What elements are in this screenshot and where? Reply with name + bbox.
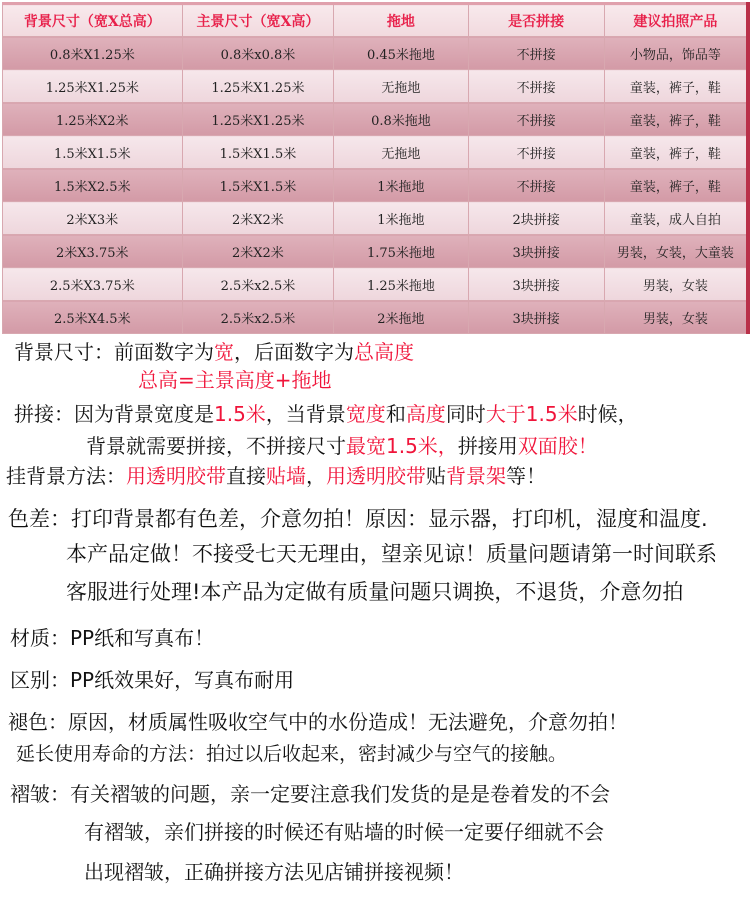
note-difference: 区别：PP纸效果好，写真布耐用 xyxy=(10,668,295,692)
table-cell: 1.25米X1.25米 xyxy=(182,70,334,103)
note-hang xyxy=(6,462,546,490)
table-row xyxy=(3,103,749,136)
table-cell: 3块拼接 xyxy=(468,301,604,334)
note-material: 材质：PP纸和写真布！ xyxy=(10,626,215,650)
table-cell: 1.25米X2米 xyxy=(3,103,183,136)
table-cell: 2米X3米 xyxy=(3,202,183,235)
note-wrinkle-1: 褶皱：有关褶皱的问题，亲一定要注意我们发货的是是卷着发的不会 xyxy=(10,782,610,806)
note-splice2-highlight-2: 双面胶！ xyxy=(517,434,598,458)
note-hang-highlight-4: 背景架 xyxy=(446,464,506,488)
table-row xyxy=(3,169,749,202)
table-cell: 不拼接 xyxy=(468,103,604,136)
note-color-1: 色差：打印背景都有色差，介意勿拍！原因：显示器，打印机，湿度和温度. xyxy=(8,507,708,531)
note-splice-highlight-4: 大于1.5米 xyxy=(485,402,578,426)
table-cell: 1.25米X1.25米 xyxy=(182,103,334,136)
table-cell: 0.8米x0.8米 xyxy=(182,37,334,70)
table-row xyxy=(3,268,749,301)
note-splice2-text-2: 拼接用 xyxy=(457,434,518,458)
note-size-highlight-width: 宽 xyxy=(214,340,234,364)
table-cell: 小物品，饰品等 xyxy=(604,37,748,70)
table-cell: 1.5米X1.5米 xyxy=(3,136,183,169)
note-splice-highlight-2: 宽度 xyxy=(345,402,386,426)
header-suggested-products: 建议拍照产品 xyxy=(604,4,748,37)
table-cell: 2.5米x2.5米 xyxy=(182,268,334,301)
table-cell: 童装，裤子，鞋 xyxy=(604,169,748,202)
table-cell: 男装，女装 xyxy=(604,301,748,334)
table-cell: 不拼接 xyxy=(468,169,604,202)
table-cell: 2米X2米 xyxy=(182,202,334,235)
note-hang-highlight-3: 用透明胶带 xyxy=(326,464,426,488)
table-row xyxy=(3,136,749,169)
table-cell: 无拖地 xyxy=(334,136,468,169)
note-hang-highlight-2: 贴墙 xyxy=(266,464,306,488)
note-splice-2 xyxy=(86,432,598,460)
table-cell: 1米拖地 xyxy=(334,169,468,202)
header-spliced: 是否拼接 xyxy=(468,4,604,37)
table-cell: 童装，裤子，鞋 xyxy=(604,70,748,103)
note-formula: 总高=主景高度+拖地 xyxy=(138,368,332,392)
table-cell: 3块拼接 xyxy=(468,268,604,301)
note-size-text-2: ，后面数字为 xyxy=(234,340,354,364)
table-cell: 童装，成人自拍 xyxy=(604,202,748,235)
table-header-row xyxy=(3,4,749,37)
table-cell: 0.8米X1.25米 xyxy=(3,37,183,70)
table-cell: 男装，女装 xyxy=(604,268,748,301)
table-cell: 1米拖地 xyxy=(334,202,468,235)
size-table xyxy=(2,2,750,334)
note-splice-text-1: 拼接：因为背景宽度是 xyxy=(14,402,214,426)
table-cell: 1.5米X1.5米 xyxy=(182,169,334,202)
table-cell: 2米X2米 xyxy=(182,235,334,268)
table-cell: 无拖地 xyxy=(334,70,468,103)
note-hang-text-4: 贴 xyxy=(426,464,446,488)
header-main-size: 主景尺寸（宽X高） xyxy=(182,4,334,37)
note-hang-highlight-1: 用透明胶带 xyxy=(126,464,226,488)
table-cell: 1.5米X1.5米 xyxy=(182,136,334,169)
table-cell: 1.25米X1.25米 xyxy=(3,70,183,103)
note-splice-1 xyxy=(14,400,638,428)
table-cell: 不拼接 xyxy=(468,70,604,103)
table-cell: 2米X3.75米 xyxy=(3,235,183,268)
note-extend-life: 延长使用寿命的方法：拍过以后收起来，密封减少与空气的接触。 xyxy=(16,743,568,765)
table-cell: 2块拼接 xyxy=(468,202,604,235)
note-size xyxy=(14,338,414,366)
note-hang-text-1: 挂背景方法： xyxy=(6,464,126,488)
table-cell: 0.45米拖地 xyxy=(334,37,468,70)
header-background-size: 背景尺寸（宽X总高） xyxy=(3,4,183,37)
table-cell: 1.25米拖地 xyxy=(334,268,468,301)
table-cell: 1.75米拖地 xyxy=(334,235,468,268)
note-splice-text-4: 同时 xyxy=(445,402,486,426)
note-size-text-1: 背景尺寸：前面数字为 xyxy=(14,340,214,364)
note-splice-highlight-1: 1.5米 xyxy=(214,402,266,426)
note-fade: 褪色：原因，材质属性吸收空气中的水份造成！无法避免，介意勿拍！ xyxy=(8,710,628,734)
note-wrinkle-3: 出现褶皱，正确拼接方法见店铺拼接视频！ xyxy=(84,860,464,884)
note-splice2-highlight-1: 最宽1.5米， xyxy=(346,434,458,458)
table-cell: 1.5米X2.5米 xyxy=(3,169,183,202)
table-cell: 2.5米X4.5米 xyxy=(3,301,183,334)
note-hang-text-3: ， xyxy=(306,464,326,488)
table-cell: 0.8米拖地 xyxy=(334,103,468,136)
note-color-3: 客服进行处理!本产品为定做有质量问题只调换，不退货，介意勿拍 xyxy=(66,580,684,604)
table-cell: 童装，裤子，鞋 xyxy=(604,103,748,136)
note-splice-highlight-3: 高度 xyxy=(405,402,446,426)
table-cell: 男装，女装，大童装 xyxy=(604,235,748,268)
table-cell: 2.5米x2.5米 xyxy=(182,301,334,334)
note-hang-text-5: 等！ xyxy=(506,464,546,488)
note-splice-text-3: 和 xyxy=(385,402,406,426)
note-size-highlight-total-height: 总高度 xyxy=(354,340,414,364)
table-row xyxy=(3,70,749,103)
note-splice-text-5: 时候， xyxy=(577,402,638,426)
table-row xyxy=(3,235,749,268)
table-cell: 3块拼接 xyxy=(468,235,604,268)
table-cell: 2米拖地 xyxy=(334,301,468,334)
table-cell: 不拼接 xyxy=(468,37,604,70)
table-row xyxy=(3,202,749,235)
table-cell: 童装，裤子，鞋 xyxy=(604,136,748,169)
table-cell: 不拼接 xyxy=(468,136,604,169)
header-drag-floor: 拖地 xyxy=(334,4,468,37)
note-hang-text-2: 直接 xyxy=(226,464,266,488)
note-color-2: 本产品定做！不接受七天无理由，望亲见谅！质量问题请第一时间联系 xyxy=(66,542,717,566)
note-wrinkle-2: 有褶皱，亲们拼接的时候还有贴墙的时候一定要仔细就不会 xyxy=(84,820,604,844)
note-splice2-text-1: 背景就需要拼接，不拼接尺寸 xyxy=(86,434,346,458)
note-splice-text-2: ，当背景 xyxy=(265,402,346,426)
table-row xyxy=(3,301,749,334)
table-row xyxy=(3,37,749,70)
table-cell: 2.5米X3.75米 xyxy=(3,268,183,301)
